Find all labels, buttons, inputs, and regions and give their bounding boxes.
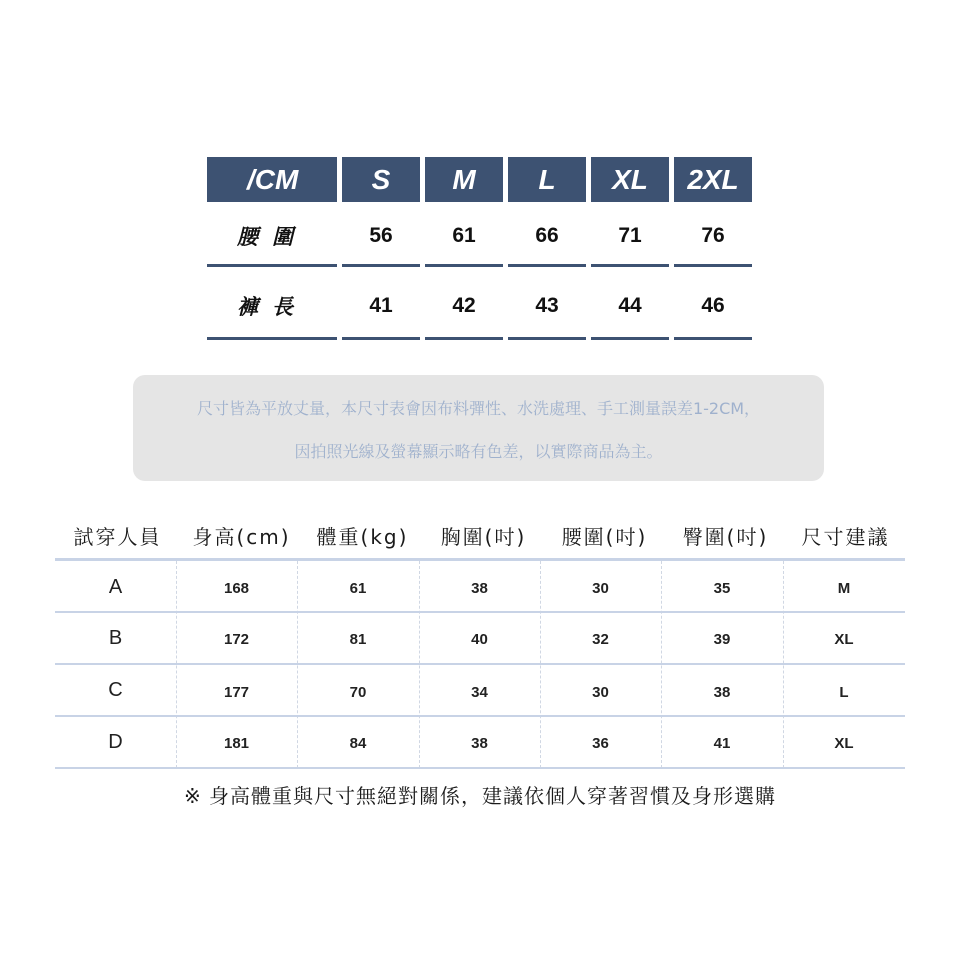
column-header: 胸圍(吋) <box>440 524 527 549</box>
tryon-cell: 81 <box>349 630 367 648</box>
tryon-cell: 36 <box>592 734 609 752</box>
column-header: 腰圍(吋) <box>561 524 648 549</box>
divider <box>342 264 420 267</box>
column-header: 身高(cm) <box>192 524 291 549</box>
column-header: 試穿人員 <box>73 524 162 549</box>
tryon-cell: 172 <box>223 630 250 648</box>
tryon-cell: L <box>839 683 849 701</box>
tryon-cell: 38 <box>471 734 488 752</box>
size-chart-cell: 41 <box>369 294 393 317</box>
footnote: ※ 身高體重與尺寸無絕對關係，建議依個人穿著習慣及身形選購 <box>183 784 777 808</box>
tryon-cell: 32 <box>592 630 609 648</box>
row-divider <box>55 715 905 717</box>
size-chart-cell: 56 <box>369 224 393 247</box>
size-chart-cell: 44 <box>618 294 642 317</box>
tryon-cell: 41 <box>713 734 731 752</box>
size-chart-cell: 61 <box>452 224 476 247</box>
divider <box>425 264 503 267</box>
size-chart-row-label: 褲長 <box>237 295 307 319</box>
tryon-cell: 84 <box>349 734 367 752</box>
tryon-cell: 177 <box>223 683 250 701</box>
tryon-cell: 30 <box>592 683 609 701</box>
tryon-cell: 35 <box>713 579 731 597</box>
tryon-cell: 61 <box>349 579 367 597</box>
divider <box>207 337 337 340</box>
size-chart-cell: 76 <box>701 224 725 247</box>
tryon-cell: 38 <box>471 579 488 597</box>
header-divider <box>55 558 905 561</box>
tryon-cell: 40 <box>471 630 488 648</box>
divider <box>342 337 420 340</box>
size-chart-header-s: S <box>342 157 420 202</box>
tryon-person: A <box>108 575 123 598</box>
tryon-cell: 168 <box>223 579 250 597</box>
divider <box>508 264 586 267</box>
note-line-2: 因拍照光線及螢幕顯示略有色差，以實際商品為主。 <box>294 442 663 461</box>
size-chart-cell: 66 <box>535 224 559 247</box>
size-chart-header-m: M <box>425 157 503 202</box>
tryon-cell: M <box>837 579 851 597</box>
size-chart-header-l: L <box>508 157 586 202</box>
column-header: 臀圍(吋) <box>682 524 769 549</box>
divider <box>591 337 669 340</box>
tryon-cell: 39 <box>713 630 731 648</box>
size-chart-row-label: 腰圍 <box>237 225 307 249</box>
divider <box>674 264 752 267</box>
column-header: 尺寸建議 <box>801 524 890 549</box>
divider <box>508 337 586 340</box>
row-divider <box>55 663 905 665</box>
size-chart-header-xl: XL <box>591 157 669 202</box>
tryon-cell: 38 <box>713 683 731 701</box>
tryon-person: B <box>108 626 123 649</box>
row-divider <box>55 611 905 613</box>
divider <box>207 264 337 267</box>
size-chart-cell: 43 <box>535 294 559 317</box>
tryon-cell: 70 <box>349 683 367 701</box>
tryon-cell: 30 <box>592 579 609 597</box>
tryon-cell: XL <box>834 630 854 648</box>
note-line-1: 尺寸皆為平放丈量，本尺寸表會因布料彈性、水洗處理、手工測量誤差1-2CM， <box>196 399 761 418</box>
divider <box>425 337 503 340</box>
tryon-cell: 181 <box>223 734 250 752</box>
tryon-person: D <box>108 730 123 753</box>
tryon-cell: XL <box>834 734 854 752</box>
size-chart-cell: 71 <box>618 224 642 247</box>
divider <box>591 264 669 267</box>
size-chart-header-unit: /CM <box>207 157 337 202</box>
row-divider <box>55 767 905 769</box>
measurement-note <box>133 375 824 481</box>
size-chart-cell: 46 <box>701 294 725 317</box>
divider <box>674 337 752 340</box>
size-chart-header-2xl: 2XL <box>674 157 752 202</box>
size-chart-cell: 42 <box>452 294 476 317</box>
tryon-cell: 34 <box>471 683 488 701</box>
tryon-person: C <box>108 678 123 701</box>
column-header: 體重(kg) <box>316 524 409 549</box>
